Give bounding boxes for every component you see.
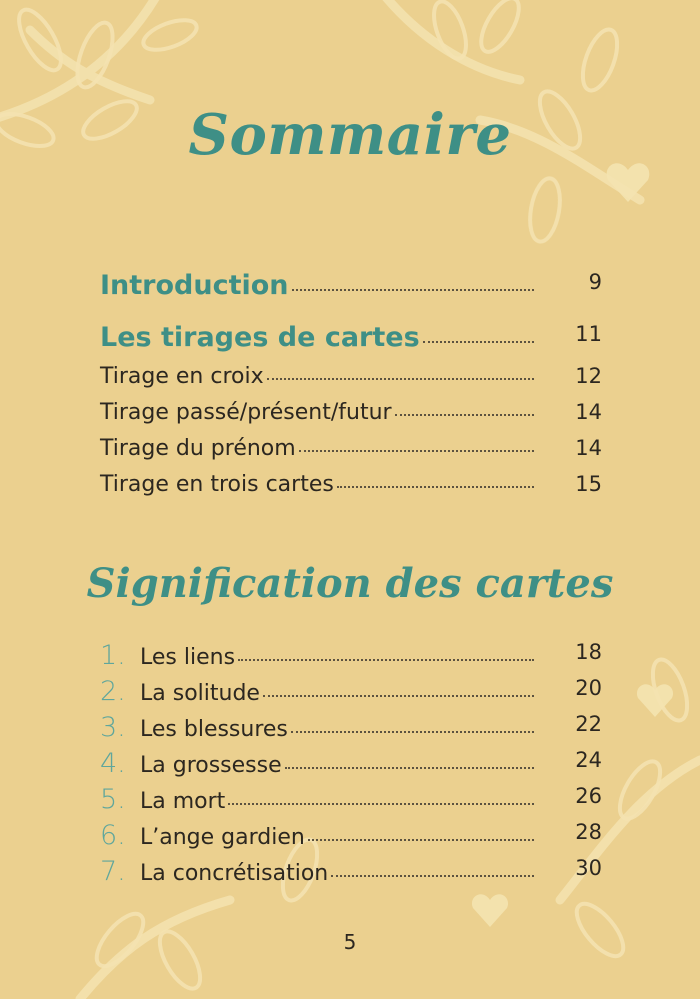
- dot-leader: [263, 695, 534, 697]
- card-number: 1.: [100, 640, 126, 671]
- card-number: 2.: [100, 676, 126, 707]
- dot-leader: [292, 289, 534, 291]
- dot-leader: [395, 414, 534, 416]
- toc-entry-label: Tirage en croix: [100, 364, 264, 389]
- card-entry-page: 30: [575, 856, 602, 880]
- card-entry: [100, 784, 602, 820]
- card-entry-label: La grossesse: [140, 753, 282, 778]
- card-entry-label: La concrétisation: [140, 861, 329, 886]
- dot-leader: [423, 341, 534, 343]
- toc-entry: [100, 364, 602, 400]
- toc-entry: [100, 270, 602, 306]
- card-entry: [100, 856, 602, 892]
- dot-leader: [285, 767, 534, 769]
- toc-entry: [100, 472, 602, 508]
- toc-entry-label: Introduction: [100, 270, 289, 301]
- card-entry: [100, 712, 602, 748]
- card-entry-label: Les liens: [140, 645, 236, 670]
- toc-entry-label: Tirage passé/présent/futur: [100, 400, 392, 425]
- dot-leader: [331, 875, 534, 877]
- card-number: 5.: [100, 784, 126, 815]
- card-entry-page: 26: [575, 784, 602, 808]
- toc-entry-page: 15: [575, 472, 602, 496]
- card-entry-label: La solitude: [140, 681, 260, 706]
- card-entry-page: 28: [575, 820, 602, 844]
- dot-leader: [337, 486, 534, 488]
- toc-entry-label: Les tirages de cartes: [100, 322, 420, 353]
- card-entry: [100, 820, 602, 856]
- page-title: Sommaire: [188, 102, 512, 168]
- toc-entry-label: Tirage du prénom: [100, 436, 296, 461]
- card-entry-label: L’ange gardien: [140, 825, 305, 850]
- card-number: 6.: [100, 820, 126, 851]
- card-entry-page: 22: [575, 712, 602, 736]
- card-entry-label: Les blessures: [140, 717, 288, 742]
- toc-entry-label: Tirage en trois cartes: [100, 472, 334, 497]
- toc-entry-page: 14: [575, 436, 602, 460]
- card-entry: [100, 640, 602, 676]
- dot-leader: [299, 450, 534, 452]
- dot-leader: [267, 378, 534, 380]
- toc-entry: [100, 322, 602, 358]
- toc-entry-page: 12: [575, 364, 602, 388]
- card-number: 3.: [100, 712, 126, 743]
- card-entry: [100, 676, 602, 712]
- toc-entry: [100, 436, 602, 472]
- dot-leader: [238, 659, 534, 661]
- card-number: 4.: [100, 748, 126, 779]
- card-entry-page: 20: [575, 676, 602, 700]
- card-entry-page: 18: [575, 640, 602, 664]
- card-number: 7.: [100, 856, 126, 887]
- dot-leader: [228, 803, 534, 805]
- card-entry-page: 24: [575, 748, 602, 772]
- toc-entry-page: 9: [588, 270, 602, 294]
- section-subtitle: Signification des cartes: [86, 560, 614, 607]
- dot-leader: [291, 731, 534, 733]
- toc-entry-page: 14: [575, 400, 602, 424]
- toc-entry-page: 11: [575, 322, 602, 346]
- card-entry: [100, 748, 602, 784]
- toc-entry: [100, 400, 602, 436]
- card-entry-label: La mort: [140, 789, 226, 814]
- page-number: 5: [343, 930, 357, 954]
- dot-leader: [308, 839, 534, 841]
